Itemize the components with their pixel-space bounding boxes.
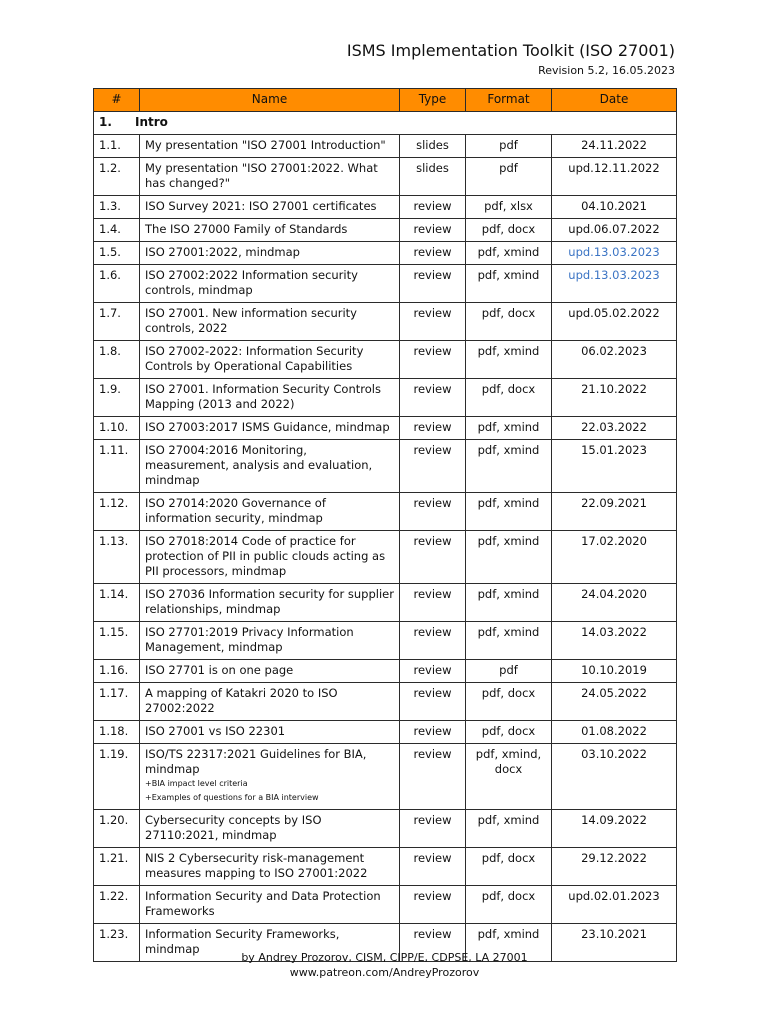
row-date: 17.02.2020 [552,531,677,584]
row-type: review [400,493,466,531]
row-date: upd.05.02.2022 [552,303,677,341]
table-row [94,744,677,810]
row-date: 24.04.2020 [552,584,677,622]
table-row [94,341,677,379]
section-number: 1. [99,115,112,129]
row-number: 1.4. [94,219,140,242]
row-format: pdf, xmind [466,531,552,584]
row-format: pdf, xmind [466,924,552,962]
row-format: pdf, docx [466,886,552,924]
row-date: 04.10.2021 [552,196,677,219]
row-date: 15.01.2023 [552,440,677,493]
section-cell [94,112,677,135]
row-number: 1.14. [94,584,140,622]
section-title: Intro [135,115,168,129]
row-name: ISO 27003:2017 ISMS Guidance, mindmap [140,417,400,440]
row-date-updated: upd.13.03.2023 [552,242,677,265]
row-type: slides [400,135,466,158]
row-type: review [400,683,466,721]
row-date: upd.02.01.2023 [552,886,677,924]
column-header-name: Name [140,89,400,112]
row-name: ISO 27018:2014 Code of practice for protection of PII in public clouds acting as PII processors, mindmap [140,531,400,584]
table-row [94,848,677,886]
row-number: 1.5. [94,242,140,265]
row-date: upd.06.07.2022 [552,219,677,242]
row-date: 24.05.2022 [552,683,677,721]
row-name: ISO 27002:2022 Information security controls, mindmap [140,265,400,303]
row-number: 1.23. [94,924,140,962]
row-name: ISO 27001. Information Security Controls Mapping (2013 and 2022) [140,379,400,417]
section-row-intro [94,112,677,135]
row-name: ISO 27701:2019 Privacy Information Management, mindmap [140,622,400,660]
row-name: ISO 27701 is on one page [140,660,400,683]
row-number: 1.20. [94,810,140,848]
row-subnote: +Examples of questions for a BIA interview [145,793,319,802]
row-number: 1.9. [94,379,140,417]
row-number: 1.13. [94,531,140,584]
row-number: 1.8. [94,341,140,379]
row-name: ISO 27001 vs ISO 22301 [140,721,400,744]
row-date: 14.03.2022 [552,622,677,660]
row-format: pdf, xmind [466,622,552,660]
row-date: 24.11.2022 [552,135,677,158]
row-format: pdf, docx [466,848,552,886]
row-name: The ISO 27000 Family of Standards [140,219,400,242]
row-type: review [400,810,466,848]
row-name: Information Security and Data Protection Frameworks [140,886,400,924]
row-number: 1.21. [94,848,140,886]
row-date: 10.10.2019 [552,660,677,683]
row-name: ISO 27001:2022, mindmap [140,242,400,265]
row-type: review [400,886,466,924]
row-name: A mapping of Katakri 2020 to ISO 27002:2022 [140,683,400,721]
row-format: pdf [466,660,552,683]
row-date: 22.09.2021 [552,493,677,531]
column-header-format: Format [466,89,552,112]
row-number: 1.3. [94,196,140,219]
row-format: pdf [466,158,552,196]
row-type: review [400,622,466,660]
table-row [94,417,677,440]
table-row [94,810,677,848]
row-type: review [400,584,466,622]
row-type: review [400,660,466,683]
table-row [94,660,677,683]
row-name: ISO/TS 22317:2021 Guidelines for BIA, mindmap [145,747,367,776]
row-name: ISO 27036 Information security for supplier relationships, mindmap [140,584,400,622]
row-date: 22.03.2022 [552,417,677,440]
row-date: upd.12.11.2022 [552,158,677,196]
row-name: Information Security Frameworks, mindmap [140,924,400,962]
table-row [94,242,677,265]
row-date: 21.10.2022 [552,379,677,417]
row-type: review [400,379,466,417]
row-type: review [400,531,466,584]
row-format: pdf, xmind [466,265,552,303]
row-number: 1.11. [94,440,140,493]
row-name: NIS 2 Cybersecurity risk-management measures mapping to ISO 27001:2022 [140,848,400,886]
row-format: pdf, xmind [466,440,552,493]
row-number: 1.22. [94,886,140,924]
document-header [93,40,675,79]
row-name: ISO 27002-2022: Information Security Controls by Operational Capabilities [140,341,400,379]
table-row [94,622,677,660]
row-date-updated: upd.13.03.2023 [552,265,677,303]
table-row [94,135,677,158]
row-name: ISO Survey 2021: ISO 27001 certificates [140,196,400,219]
row-number: 1.7. [94,303,140,341]
column-header-num: # [94,89,140,112]
column-header-date: Date [552,89,677,112]
row-type: review [400,848,466,886]
row-date: 14.09.2022 [552,810,677,848]
table-row [94,303,677,341]
row-date: 23.10.2021 [552,924,677,962]
revision-label: Revision 5.2, 16.05.2023 [538,64,675,77]
row-name: ISO 27001. New information security controls, 2022 [140,303,400,341]
toolkit-table [93,88,677,962]
row-format: pdf, xmind [466,341,552,379]
table-row [94,531,677,584]
row-date: 03.10.2022 [552,744,677,810]
row-number: 1.15. [94,622,140,660]
row-type: review [400,417,466,440]
table-header-row [94,89,677,112]
row-name-cell [140,744,400,810]
table-row [94,440,677,493]
column-header-type: Type [400,89,466,112]
row-type: review [400,924,466,962]
row-date: 06.02.2023 [552,341,677,379]
row-type: slides [400,158,466,196]
row-format: pdf, docx [466,219,552,242]
row-format: pdf, docx [466,683,552,721]
table-row [94,584,677,622]
row-type: review [400,341,466,379]
patreon-link[interactable]: www.patreon.com/AndreyProzorov [289,966,480,979]
row-number: 1.12. [94,493,140,531]
row-format: pdf, docx [466,303,552,341]
table-row [94,379,677,417]
row-format: pdf, docx [466,721,552,744]
table-row [94,265,677,303]
row-format: pdf, xmind [466,417,552,440]
row-format: pdf, xmind [466,810,552,848]
table-row [94,493,677,531]
row-type: review [400,721,466,744]
row-number: 1.16. [94,660,140,683]
row-type: review [400,744,466,810]
row-format: pdf, xmind [466,493,552,531]
row-type: review [400,196,466,219]
row-format: pdf [466,135,552,158]
table-row [94,683,677,721]
row-type: review [400,242,466,265]
row-subnote: +BIA impact level criteria [145,779,248,788]
table-row [94,196,677,219]
row-number: 1.19. [94,744,140,810]
row-number: 1.1. [94,135,140,158]
document-title: ISMS Implementation Toolkit (ISO 27001) [346,41,675,60]
row-type: review [400,219,466,242]
row-format: pdf, xmind, docx [466,744,552,810]
row-format: pdf, docx [466,379,552,417]
row-name: ISO 27004:2016 Monitoring, measurement, analysis and evaluation, mindmap [140,440,400,493]
row-number: 1.2. [94,158,140,196]
row-type: review [400,303,466,341]
author-credit: by Andrey Prozorov, CISM, CIPP/E, CDPSE, LA 27001 [241,951,528,964]
row-date: 29.12.2022 [552,848,677,886]
document-footer [93,950,676,980]
row-number: 1.10. [94,417,140,440]
row-number: 1.18. [94,721,140,744]
row-date: 01.08.2022 [552,721,677,744]
row-format: pdf, xlsx [466,196,552,219]
row-format: pdf, xmind [466,584,552,622]
row-name: My presentation "ISO 27001:2022. What has changed?" [140,158,400,196]
row-type: review [400,440,466,493]
row-number: 1.17. [94,683,140,721]
row-number: 1.6. [94,265,140,303]
table-row [94,721,677,744]
row-format: pdf, xmind [466,242,552,265]
table-row [94,158,677,196]
row-name: My presentation "ISO 27001 Introduction" [140,135,400,158]
table-row [94,219,677,242]
row-name: ISO 27014:2020 Governance of information security, mindmap [140,493,400,531]
row-type: review [400,265,466,303]
table-row [94,886,677,924]
row-name: Cybersecurity concepts by ISO 27110:2021, mindmap [140,810,400,848]
